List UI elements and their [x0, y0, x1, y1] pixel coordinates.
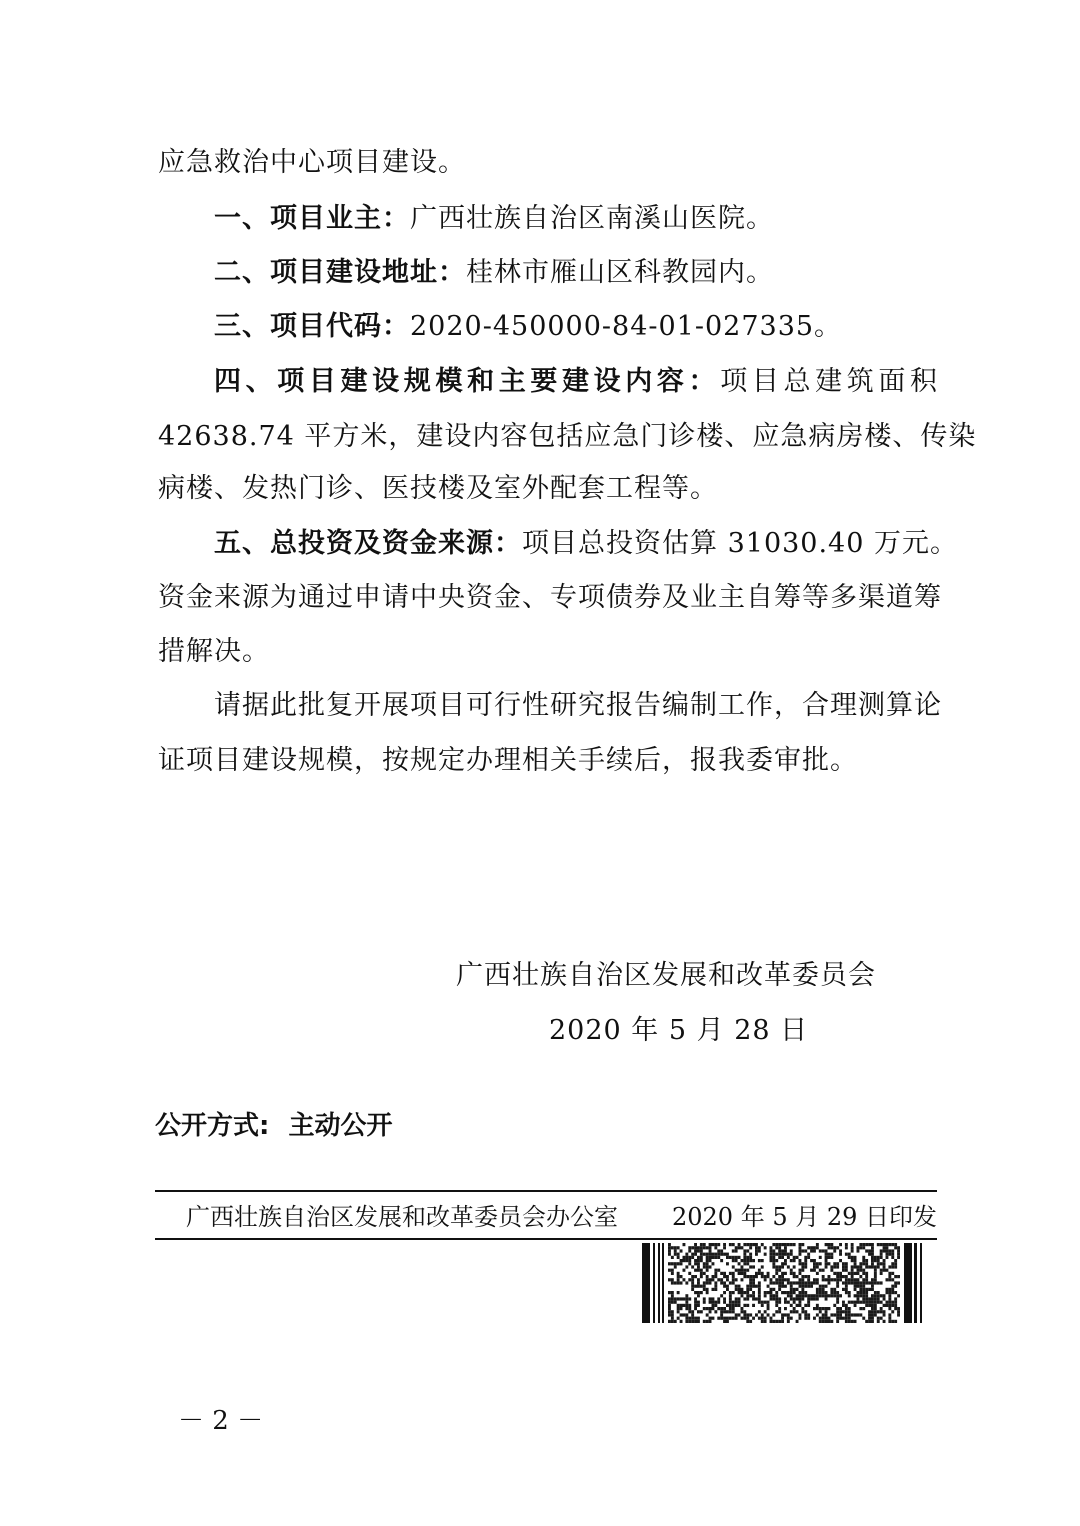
barcode-stop-pattern [904, 1243, 922, 1323]
footer-issue-date: 2020 年 5 月 29 日印发 [672, 1203, 938, 1231]
publication-label: 公开方式: [155, 1111, 270, 1141]
closing-line-1 [158, 686, 942, 726]
item-1-heading: 一、项目业主： [214, 203, 410, 234]
item-2-heading: 二、项目建设地址： [214, 257, 466, 288]
footer-bottom-rule [155, 1238, 937, 1240]
item-4-text-2: 42638.74 平方米，建设内容包括应急门诊楼、应急病房楼、传染 [158, 421, 977, 452]
item-4-line-2 [158, 417, 977, 457]
continuation-text: 应急救治中心项目建设。 [158, 147, 466, 178]
item-3-heading: 三、项目代码： [214, 311, 410, 342]
item-5-line-2 [158, 578, 942, 618]
closing-text-2: 证项目建设规模，按规定办理相关手续后，报我委审批。 [158, 745, 858, 776]
publication-method [155, 1106, 392, 1146]
item-5-line-1 [158, 524, 958, 564]
page-number: － 2 － [178, 1406, 264, 1436]
paragraph-continuation [158, 143, 938, 183]
item-3-text: 2020-450000-84-01-027335。 [410, 311, 843, 342]
item-4-line-1 [158, 362, 938, 402]
item-4-line-3 [158, 469, 938, 509]
closing-line-2 [158, 741, 938, 781]
item-2-text: 桂林市雁山区科教园内。 [466, 257, 774, 288]
publication-value: 主动公开 [288, 1111, 393, 1141]
pdf417-barcode-image [642, 1243, 924, 1323]
item-1-text: 广西壮族自治区南溪山医院。 [410, 203, 774, 234]
footer-top-rule [155, 1190, 937, 1192]
item-4-text-3: 病楼、发热门诊、医技楼及室外配套工程等。 [158, 473, 718, 504]
item-4-text-1: 项目总建筑面积 [720, 366, 939, 397]
closing-text-1: 请据此批复开展项目可行性研究报告编制工作，合理测算论 [214, 690, 942, 721]
item-5-text-2: 资金来源为通过申请中央资金、专项债券及业主自筹等多渠道筹 [158, 582, 942, 613]
item-5-heading: 五、总投资及资金来源： [214, 528, 522, 559]
item-3 [158, 307, 938, 347]
barcode-start-pattern [642, 1243, 664, 1323]
item-2 [158, 253, 938, 293]
item-4-heading: 四、项目建设规模和主要建设内容： [214, 366, 721, 397]
signature-date: 2020 年 5 月 28 日 [549, 1015, 809, 1046]
item-5-text-3: 措解决。 [158, 636, 270, 667]
signature-org: 广西壮族自治区发展和改革委员会 [456, 960, 876, 991]
item-5-text-1: 项目总投资估算 31030.40 万元。 [522, 528, 958, 559]
item-5-line-3 [158, 632, 938, 672]
item-1 [158, 199, 938, 239]
footer-issuer: 广西壮族自治区发展和改革委员会办公室 [186, 1203, 618, 1231]
barcode-data-modules [668, 1243, 900, 1323]
